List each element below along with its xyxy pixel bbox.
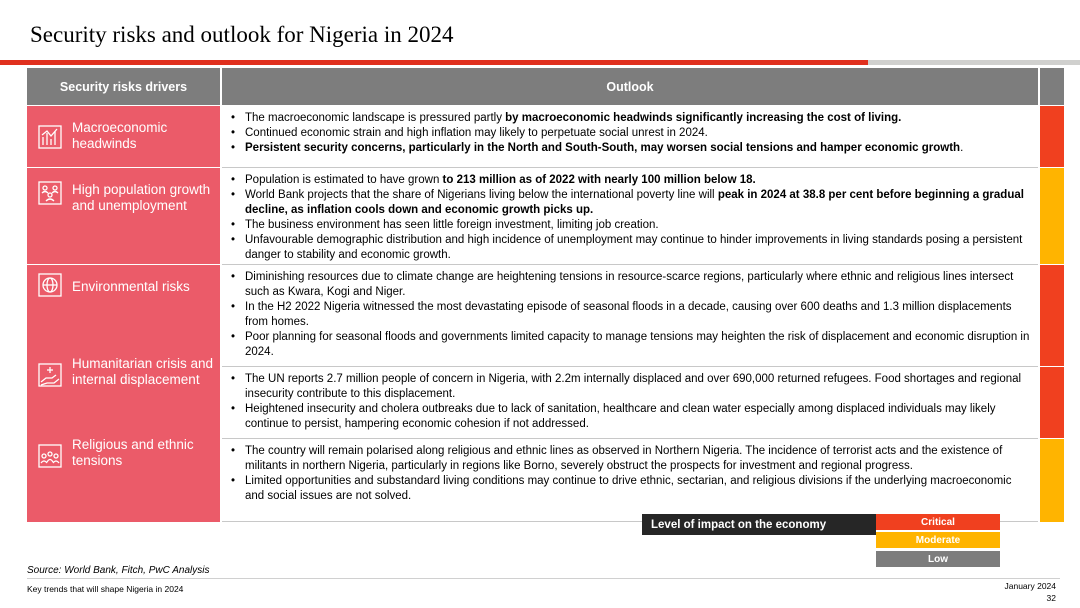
header-outlook: Outlook — [222, 68, 1038, 105]
list-item: • Continued economic strain and high inflation may likely to perpetuate social unrest in 2024. — [230, 126, 1030, 141]
legend-title: Level of impact on the economy — [642, 514, 876, 535]
source-note: Source: World Bank, Fitch, PwC Analysis — [27, 565, 210, 576]
list-item: • Diminishing resources due to climate change are heightening tensions in resource-scarce regions, particularly where ethnic and religious lines intersect such as Kwara, Kogi and Niger. — [230, 270, 1030, 300]
header-impact — [1040, 68, 1064, 105]
community-icon — [37, 443, 63, 469]
legend-critical: Critical — [876, 514, 1000, 530]
list-item: • Unfavourable demographic distribution and high incidence of unemployment may continue to hinder improvements in living standards posing a persistent danger to stability and economic growth. — [230, 233, 1030, 263]
list-item: • The UN reports 2.7 million people of concern in Nigeria, with 2.2m internally displaced and over 690,000 returned refugees. Food shortages and regional insecurity contribute to this displacement. — [230, 372, 1030, 402]
list-item: • World Bank projects that the share of Nigerians living below the international poverty line will peak in 2024 at 38.8 per cent before beginning a gradual decline, as inflation cools down and economic growth picks up. — [230, 188, 1030, 218]
legend-moderate: Moderate — [876, 532, 1000, 548]
driver-label: Environmental risks — [72, 279, 190, 294]
outlook-macroeconomic — [222, 106, 1038, 168]
footer-title: Key trends that will shape Nigeria in 2024 — [27, 584, 184, 594]
globe-icon — [37, 272, 63, 298]
list-item: • The country will remain polarised along religious and ethnic lines as observed in Northern Nigeria. The incidence of terrorist acts and the existence of militants in northern Nigeria, particularly in regions like Borno, severely obstruct the prospects for investment and regional progress. — [230, 444, 1030, 474]
impact-macroeconomic — [1040, 106, 1064, 167]
title-accent-bar — [0, 60, 868, 65]
driver-label: Macroeconomic headwinds — [72, 120, 168, 151]
impact-environment — [1040, 265, 1064, 366]
bar-chart-icon — [37, 124, 63, 150]
people-group-icon — [37, 180, 63, 206]
outlook-population — [222, 168, 1038, 265]
driver-label: Humanitarian crisis and internal displacement — [72, 356, 214, 387]
driver-macroeconomic — [27, 106, 220, 167]
driver-label: Religious and ethnic tensions — [72, 437, 194, 468]
list-item: • In the H2 2022 Nigeria witnessed the most devastating episode of seasonal floods in a decade, causing over 600 deaths and 1.3 million displacements from homes. — [230, 300, 1030, 330]
list-item: • The business environment has seen little foreign investment, limiting job creation. — [230, 218, 1030, 233]
page-title: Security risks and outlook for Nigeria in 2024 — [30, 22, 454, 47]
impact-humanitarian — [1040, 367, 1064, 438]
list-item: • The macroeconomic landscape is pressured partly by macroeconomic headwinds significantly increasing the cost of living. — [230, 111, 1030, 126]
outlook-religious — [222, 439, 1038, 522]
outlook-humanitarian — [222, 367, 1038, 439]
list-item: • Limited opportunities and substandard living conditions may continue to drive ethnic, sectarian, and religious divisions if the underlying macroeconomic and social issues are not solved. — [230, 474, 1030, 504]
driver-label: High population growth and unemployment — [72, 182, 211, 213]
driver-population — [27, 168, 220, 264]
outlook-environment — [222, 265, 1038, 367]
list-item: • Heightened insecurity and cholera outbreaks due to lack of sanitation, healthcare and clean water especially among displaced individuals may likely continue to persist, hampering economic cohesion if not addressed. — [230, 402, 1030, 432]
list-item: • Population is estimated to have grown to 213 million as of 2022 with nearly 100 million below 18. — [230, 173, 1030, 188]
footer-divider — [27, 578, 1060, 579]
impact-population — [1040, 168, 1064, 264]
list-item: • Persistent security concerns, particularly in the North and South-South, may worsen social tensions and hamper economic growth. — [230, 141, 1030, 156]
footer-date: January 2024 — [1004, 581, 1056, 591]
impact-religious — [1040, 439, 1064, 522]
driver-environment-humanitarian-religious — [27, 265, 220, 522]
legend-low: Low — [876, 551, 1000, 567]
header-drivers: Security risks drivers — [27, 68, 220, 105]
page-number: 32 — [1046, 593, 1056, 603]
hand-care-icon — [37, 362, 63, 388]
list-item: • Poor planning for seasonal floods and governments limited capacity to manage tensions may heighten the risk of displacement and economic disruption in 2024. — [230, 330, 1030, 360]
title-grey-bar — [868, 60, 1080, 65]
